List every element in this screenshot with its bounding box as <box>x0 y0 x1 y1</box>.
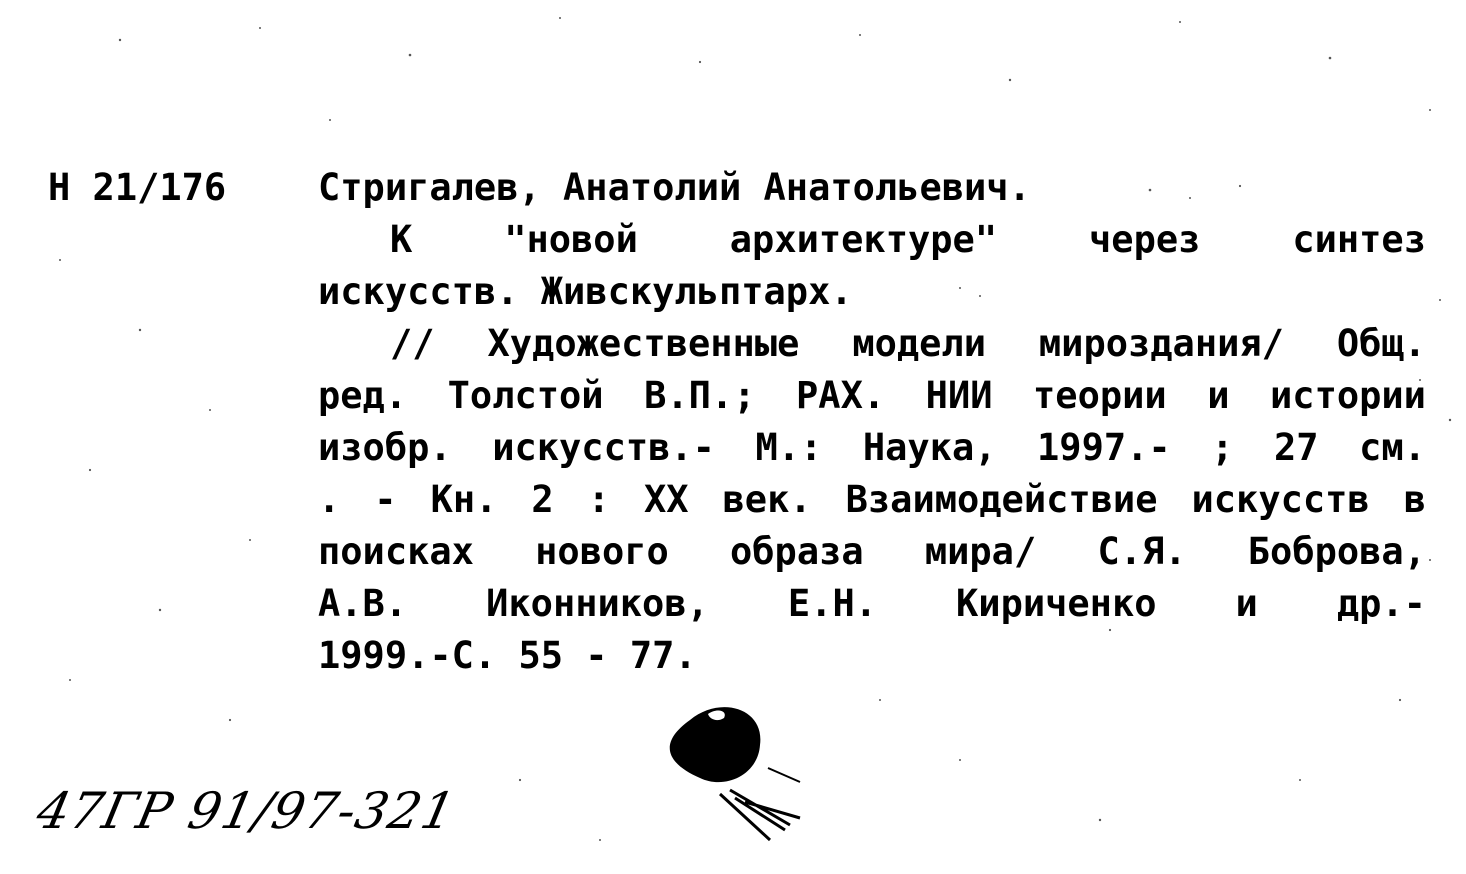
source-line-4: . - Кн. 2 : XX век. Взаимодействие искусств в <box>318 478 1426 521</box>
pages-line: 1999.-С. 55 - 77. <box>318 634 697 677</box>
title-line-2: искусств. Живскульптарх. <box>318 270 853 313</box>
ink-blot-punch-hole <box>650 690 810 850</box>
source-line-1: // Художественные модели мироздания/ Общ. <box>390 322 1426 365</box>
source-line-5: поисках нового образа мира/ С.Я. Боброва, <box>318 530 1426 573</box>
author-line: Стригалев, Анатолий Анатольевич. <box>318 166 1031 209</box>
bibliographic-entry <box>318 162 1426 682</box>
source-line-2: ред. Толстой В.П.; РАХ. НИИ теории и истории <box>318 374 1426 417</box>
title-line-1: К "новой архитектуре" через синтез <box>390 218 1426 261</box>
source-line-6: А.В. Иконников, Е.Н. Кириченко и др.- <box>318 582 1426 625</box>
handwritten-accession-note: 47ГР 91/97-321 <box>31 782 461 840</box>
call-number: Н 21/176 <box>48 166 227 209</box>
source-line-3: изобр. искусств.- М.: Наука, 1997.- ; 27 см. <box>318 426 1426 469</box>
